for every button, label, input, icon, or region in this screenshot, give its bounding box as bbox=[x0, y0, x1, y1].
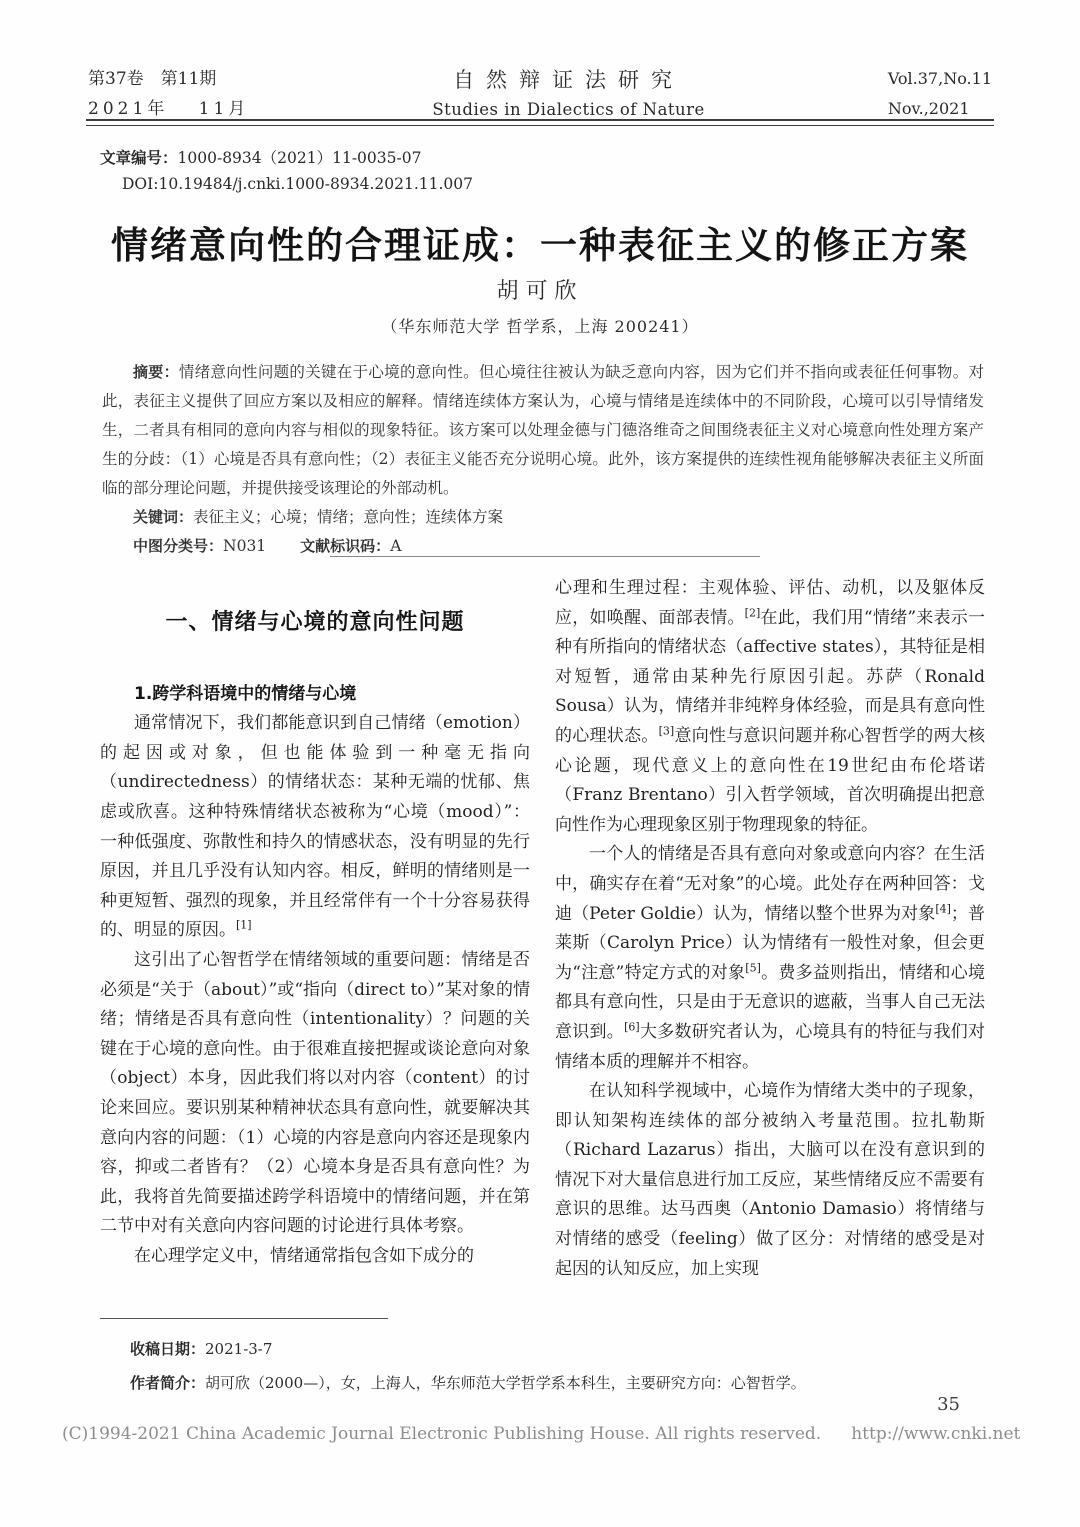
footnote-rule bbox=[100, 1318, 388, 1319]
received-date-label: 收稿日期： bbox=[130, 1340, 206, 1358]
received-date-line bbox=[130, 1338, 272, 1359]
journal-title-en: Studies in Dialectics of Nature bbox=[432, 100, 705, 119]
header-double-rule bbox=[86, 119, 994, 126]
journal-title-block bbox=[432, 64, 704, 124]
cnki-url: http://www.cnki.net bbox=[851, 1424, 1021, 1444]
keywords-label: 关键词： bbox=[133, 508, 194, 526]
date-en: Nov.,2021 bbox=[887, 99, 970, 118]
abstract-label: 摘要： bbox=[133, 363, 179, 381]
clc-value: N031 bbox=[223, 537, 267, 555]
copyright-line bbox=[62, 1424, 1020, 1444]
subsection-heading: 1.跨学科语境中的情绪与心境 bbox=[134, 683, 357, 704]
body-paragraph: 心理和生理过程：主观体验、评估、动机，以及躯体反应，如唤醒、面部表情。[2]在此，我们用“情绪”来表示一种有所指向的情绪状态（affective states），其特征是相对短暂，通常由某种先行原因引起。苏萨（Ronald Sousa）认为，情绪并非纯粹身体经验，而是具有意向性的心理状态。[3]意向性与意识问题并称心智哲学的两大核心论题，现代意义上的意向性在19世纪由布伦塔诺（Franz Brentano）引入哲学领域，首次明确提出把意向性作为心理现象区别于物理现象的特征。 bbox=[555, 578, 986, 835]
section-heading: 一、情绪与心境的意向性问题 bbox=[165, 610, 465, 635]
body-columns bbox=[100, 574, 985, 1284]
article-id-value: 1000-8934（2021）11-0035-07 bbox=[177, 149, 422, 167]
abstract-divider-rule bbox=[330, 556, 760, 557]
body-paragraph: 一个人的情绪是否具有意向对象或意向内容？在生活中，确实存在着“无对象”的心境。此处存在两种回答：戈迪（Peter Goldie）认为，情绪以整个世界为对象[4]；普莱斯（Carolyn Price）认为情绪有一般性对象，但会更为“注意”特定方式的对象[5]。费多益则指出，情绪和心境都具有意向性，只是由于无意识的遮蔽，当事人自己无法意识到。[6]大多数研究者认为，心境具有的特征与我们对情绪本质的理解并不相容。 bbox=[555, 844, 986, 1072]
header-volume-issue-cn bbox=[88, 64, 249, 124]
right-column bbox=[555, 574, 985, 1284]
journal-title-cn: 自然辩证法研究 bbox=[453, 68, 685, 92]
article-title: 情绪意向性的合理证成：一种表征主义的修正方案 bbox=[111, 223, 969, 267]
author-name: 胡可欣 bbox=[496, 279, 584, 304]
doi-line: DOI:10.19484/j.cnki.1000-8934.2021.11.007 bbox=[122, 175, 473, 193]
volume-issue-en: Vol.37,No.11 bbox=[887, 69, 992, 88]
body-paragraph: 在认知科学视域中，心境作为情绪大类中的子现象，即认知架构连续体的部分被纳入考量范围。拉扎勒斯（Richard Lazarus）指出，大脑可以在没有意识到的情况下对大量信息进行加工反应，某些情绪反应不需要有意识的思维。达马西奥（Antonio Damasio）将情绪与对情绪的感受（feeling）做了区分：对情绪的感受是对起因的认知反应，加上实现 bbox=[555, 1081, 985, 1279]
author-bio-line bbox=[130, 1372, 806, 1393]
author-bio-label: 作者简介： bbox=[130, 1374, 206, 1392]
volume-issue-cn: 第37卷 第11期 bbox=[88, 69, 217, 89]
date-cn: 2021年 11月 bbox=[88, 99, 250, 119]
body-paragraph: 通常情况下，我们都能意识到自己情绪（emotion）的起因或对象，但也能体验到一种毫无指向（undirectedness）的情绪状态：某种无端的忧郁、焦虑或欣喜。这种特殊情绪状态被称为“心境（mood）”：一种低强度、弥散性和持久的情感状态，没有明显的先行原因，并且几乎没有认知内容。相反，鲜明的情绪则是一种更短暂、强烈的现象，并且经常伴有一个十分容易获得的、明显的原因。[1] bbox=[100, 713, 530, 941]
received-date-value: 2021-3-7 bbox=[205, 1340, 273, 1358]
article-id-line bbox=[100, 146, 421, 168]
author-bio-text: 胡可欣（2000—），女，上海人，华东师范大学哲学系本科生，主要研究方向：心智哲学。 bbox=[205, 1374, 806, 1392]
doc-code-value: A bbox=[390, 537, 402, 555]
abstract-block bbox=[102, 358, 984, 561]
keywords-line bbox=[102, 503, 984, 532]
copyright-text: (C)1994-2021 China Academic Journal Electronic Publishing House. All rights reserved. bbox=[62, 1424, 822, 1444]
clc-label: 中图分类号： bbox=[133, 537, 224, 555]
keywords-text: 表征主义；心境；情绪；意向性；连续体方案 bbox=[193, 508, 504, 526]
doc-code-label: 文献标识码： bbox=[300, 537, 391, 555]
page-number: 35 bbox=[937, 1394, 960, 1415]
journal-header bbox=[88, 64, 992, 124]
header-volume-issue-en bbox=[888, 64, 992, 124]
author-affiliation: （华东师范大学 哲学系，上海 200241） bbox=[381, 317, 699, 336]
left-column bbox=[100, 574, 530, 1284]
abstract-paragraph bbox=[102, 358, 984, 503]
article-id-label: 文章编号： bbox=[100, 148, 178, 167]
body-paragraph: 在心理学定义中，情绪通常指包含如下成分的 bbox=[134, 1245, 474, 1266]
body-paragraph: 这引出了心智哲学在情绪领域的重要问题：情绪是否必须是“关于（about）”或“指向（direct to）”某对象的情绪；情绪是否具有意向性（intentionality）？问题的关键在于心境的意向性。由于很难直接把握或谈论意向对象（object）本身，因此我们将以对内容（content）的讨论来回应。要识别某种精神状态具有意向性，就要解决其意向内容的问题：（1）心境的内容是意向内容还是现象内容，抑或二者皆有？（2）心境本身是否具有意向性？为此，我将首先简要描述跨学科语境中的情绪问题，并在第二节中对有关意向内容问题的讨论进行具体考察。 bbox=[100, 949, 530, 1237]
abstract-text: 情绪意向性问题的关键在于心境的意向性。但心境往往被认为缺乏意向内容，因为它们并不指向或表征任何事物。对此，表征主义提供了回应方案以及相应的解释。情绪连续体方案认为，心境与情绪是连续体中的不同阶段，心境可以引导情绪发生，二者具有相同的意向内容与相似的现象特征。该方案可以处理金德与门德洛维奇之间围绕表征主义对心境意向性处理方案产生的分歧：（1）心境是否具有意向性；（2）表征主义能否充分说明心境。此外，该方案提供的连续性视角能够解决表征主义所面临的部分理论问题，并提供接受该理论的外部动机。 bbox=[102, 363, 984, 497]
